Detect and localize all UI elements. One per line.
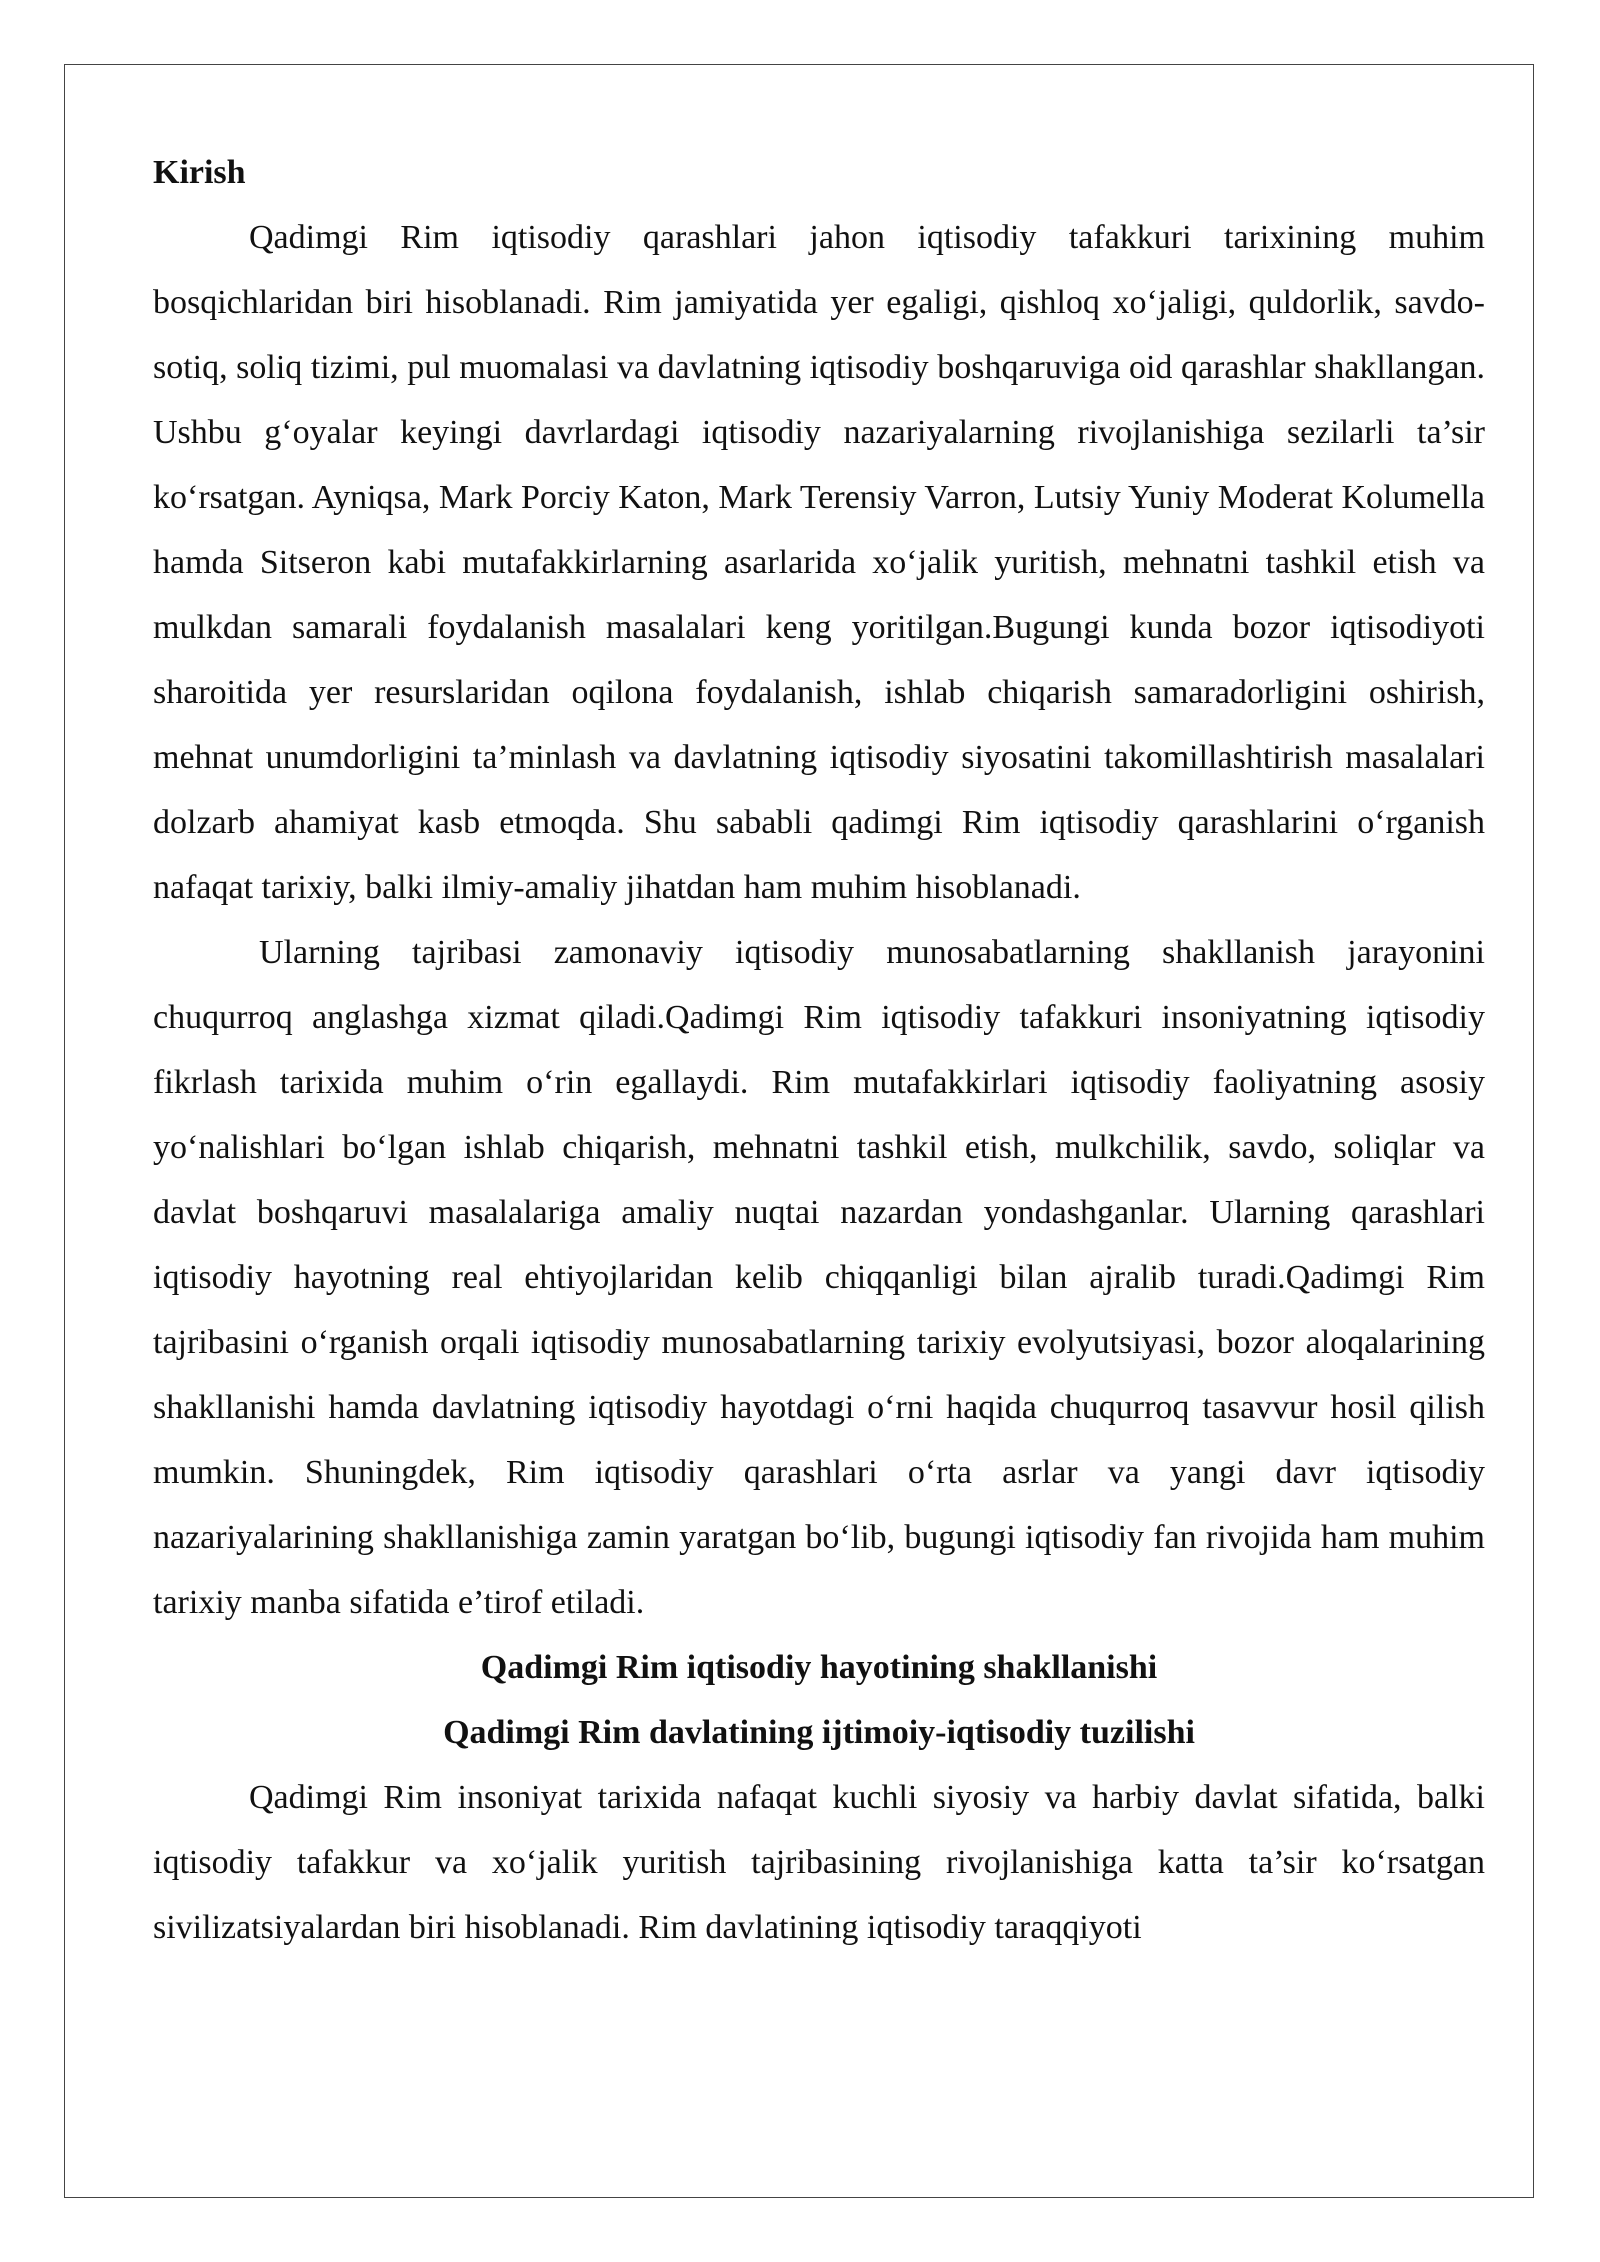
section-title: Qadimgi Rim iqtisodiy hayotining shakllanishi xyxy=(480,1649,1158,1686)
paragraph-3: Qadimgi Rim insoniyat tarixida nafaqat kuchli siyosiy va harbiy davlat sifatida, balki iqtisodiy tafakkur va xo‘jalik yuritish tajribasining rivojlanishiga katta ta’sir ko‘rsatgan sivilizatsiyalardan biri hisoblanadi. Rim davlatining iqtisodiy taraqqiyoti xyxy=(153,1779,1485,1946)
intro-heading: Kirish xyxy=(153,154,246,191)
paragraph-1: Qadimgi Rim iqtisodiy qarashlari jahon iqtisodiy tafakkuri tarixining muhim bosqichlaridan biri hisoblanadi. Rim jamiyatida yer egaligi, qishloq xo‘jaligi, quldorlik, savdo-sotiq, soliq tizimi, pul muomalasi va davlatning iqtisodiy boshqaruviga oid qarashlar shakllangan. Ushbu g‘oyalar keyingi davrlardagi iqtisodiy nazariyalarning rivojlanishiga sezilarli ta’sir ko‘rsatgan. Ayniqsa, Mark Porciy Katon, Mark Terensiy Varron, Lutsiy Yuniy Moderat Kolumella hamda Sitseron kabi mutafakkirlarning asarlarida xo‘jalik yuritish, mehnatni tashkil etish va mulkdan samarali foydalanish masalalari keng yoritilgan.Bugungi kunda bozor iqtisodiyoti sharoitida yer resurslaridan oqilona foydalanish, ishlab chiqarish samaradorligini oshirish, mehnat unumdorligini ta’minlash va davlatning iqtisodiy siyosatini takomillashtirish masalalari dolzarb ahamiyat kasb etmoqda. Shu sababli qadimgi Rim iqtisodiy qarashlarini o‘rganish nafaqat tarixiy, balki ilmiy-amaliy jihatdan ham muhim hisoblanadi. xyxy=(153,219,1485,906)
paragraph-2: Ularning tajribasi zamonaviy iqtisodiy munosabatlarning shakllanish jarayonini chuqurroq anglashga xizmat qiladi.Qadimgi Rim iqtisodiy tafakkuri insoniyatning iqtisodiy fikrlash tarixida muhim o‘rin egallaydi. Rim mutafakkirlari iqtisodiy faoliyatning asosiy yo‘nalishlari bo‘lgan ishlab chiqarish, mehnatni tashkil etish, mulkchilik, savdo, soliqlar va davlat boshqaruvi masalalariga amaliy nuqtai nazardan yondashganlar. Ularning qarashlari iqtisodiy hayotning real ehtiyojlaridan kelib chiqqanligi bilan ajralib turadi.Qadimgi Rim tajribasini o‘rganish orqali iqtisodiy munosabatlarning tarixiy evolyutsiyasi, bozor aloqalarining shakllanishi hamda davlatning iqtisodiy hayotdagi o‘rni haqida chuqurroq tasavvur hosil qilish mumkin. Shuningdek, Rim iqtisodiy qarashlari o‘rta asrlar va yangi davr iqtisodiy nazariyalarining shakllanishiga zamin yaratgan bo‘lib, bugungi iqtisodiy fan rivojida ham muhim tarixiy manba sifatida e’tirof etiladi. xyxy=(153,934,1485,1621)
subsection-title: Qadimgi Rim davlatining ijtimoiy-iqtisodiy tuzilishi xyxy=(443,1714,1195,1751)
document-body xyxy=(153,140,1485,1960)
